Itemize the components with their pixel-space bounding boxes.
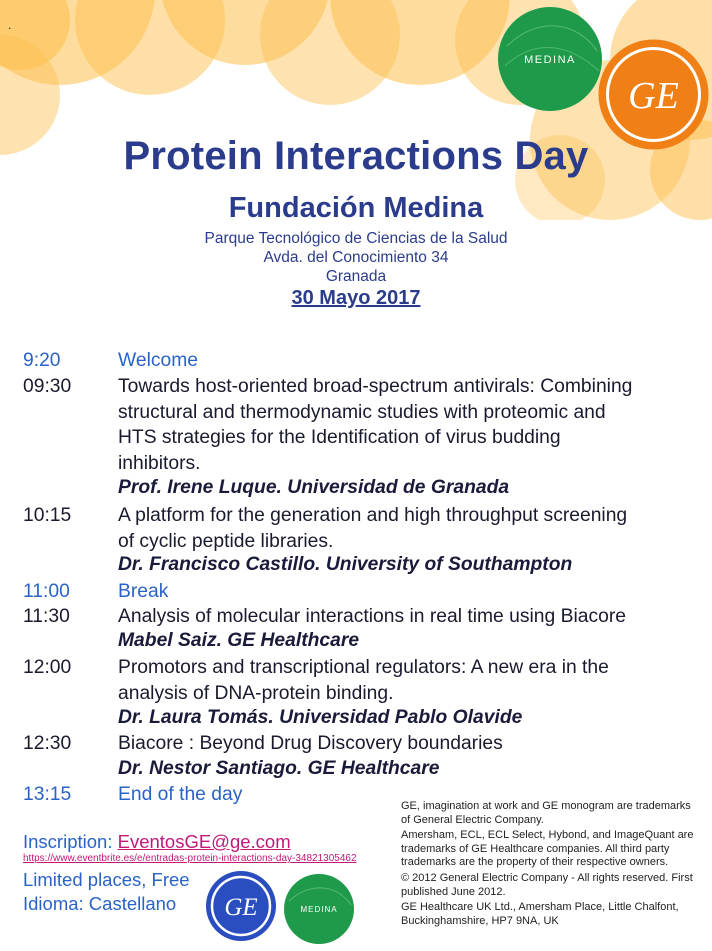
schedule-desc-line: Towards host-oriented broad-spectrum antivirals: Combining	[118, 376, 633, 397]
speaker-name: Mabel Saiz. GE Healthcare	[118, 630, 360, 651]
schedule-item-welcome	[23, 348, 703, 374]
schedule-desc-line: Promotors and transcriptional regulators: A new era in the	[118, 657, 609, 678]
legal-paragraph: GE, imagination at work and GE monogram are trademarks of General Electric Company.	[401, 800, 691, 826]
inscription-label: Inscription:	[23, 831, 118, 852]
schedule-desc-line: Biacore : Beyond Drug Discovery boundaries	[118, 733, 503, 754]
schedule-desc-line: analysis of DNA-protein binding.	[118, 682, 394, 704]
address-line-1: Parque Tecnológico de Ciencias de la Salud	[204, 230, 508, 247]
schedule-item-break	[23, 579, 703, 605]
event-date: 30 Mayo 2017	[291, 287, 421, 309]
svg-text:MEDINA: MEDINA	[524, 54, 576, 66]
schedule-time: 11:30	[23, 606, 70, 627]
svg-text:MEDINA: MEDINA	[300, 905, 338, 914]
legal-paragraph: Amersham, ECL, ECL Select, Hybond, and ImageQuant are trademarks of GE Healthcare companies. All third party trademarks are the property of their respective owners.	[401, 829, 694, 869]
organization-name: Fundación Medina	[228, 192, 484, 224]
corner-mark: .	[8, 18, 12, 32]
schedule-time: 12:00	[23, 657, 72, 678]
schedule-item-beyond-drug-discovery	[23, 731, 703, 757]
eventbrite-link[interactable]: https://www.eventbrite.es/e/entradas-protein-interactions-day-34821305462	[23, 853, 357, 864]
page-title: Protein Interactions Day	[123, 134, 589, 178]
medina-logo-bottom	[283, 873, 355, 945]
schedule-desc-line: End of the day	[118, 784, 243, 805]
schedule-time: 11:00	[23, 581, 70, 602]
schedule-time: 09:30	[23, 376, 72, 397]
schedule-item-antivirals	[23, 374, 703, 476]
schedule-desc-line: Analysis of molecular interactions in real time using Biacore	[118, 606, 626, 627]
schedule-desc-line: inhibitors.	[118, 452, 201, 474]
schedule-time: 13:15	[23, 784, 72, 805]
places-info: Limited places, Free	[23, 869, 190, 890]
language-info: Idioma: Castellano	[23, 893, 177, 914]
schedule-desc-line: structural and thermodynamic studies with proteomic and	[118, 401, 606, 423]
schedule-item-cyclic-peptides	[23, 503, 703, 554]
schedule-desc-line: HTS strategies for the Identification of virus budding	[118, 427, 561, 448]
address-line-3: Granada	[325, 268, 387, 285]
speaker-name: Dr. Francisco Castillo. University of Southampton	[118, 554, 573, 575]
medina-logo-top	[497, 6, 603, 112]
address-line-2: Avda. del Conocimiento 34	[263, 249, 449, 266]
schedule-time: 10:15	[23, 505, 72, 526]
ge-logo-bottom	[205, 870, 277, 942]
schedule-item-biacore-analysis	[23, 604, 703, 630]
schedule-desc-line: of cyclic peptide libraries.	[118, 530, 334, 552]
legal-paragraph: © 2012 General Electric Company - All rights reserved. First published June 2012.	[401, 871, 693, 898]
svg-text:GE: GE	[628, 75, 679, 117]
inscription-email-link[interactable]: EventosGE@ge.com	[117, 831, 291, 852]
legal-paragraph: GE Healthcare UK Ltd., Amersham Place, Little Chalfont, Buckinghamshire, HP7 9NA, UK	[401, 901, 679, 927]
schedule-desc-line: A platform for the generation and high throughput screening	[118, 505, 628, 526]
legal-notice	[401, 800, 701, 930]
schedule-item-promotors	[23, 655, 703, 706]
schedule-time: 9:20	[23, 350, 61, 371]
schedule-desc-line: Welcome	[118, 350, 199, 371]
inscription	[23, 831, 291, 853]
schedule-desc-line: Break	[118, 581, 169, 602]
svg-text:GE: GE	[224, 894, 258, 921]
schedule-time: 12:30	[23, 733, 72, 754]
speaker-name: Prof. Irene Luque. Universidad de Granada	[118, 477, 510, 498]
speaker-name: Dr. Laura Tomás. Universidad Pablo Olavide	[118, 707, 523, 728]
speaker-name: Dr. Nestor Santiago. GE Healthcare	[118, 758, 440, 779]
